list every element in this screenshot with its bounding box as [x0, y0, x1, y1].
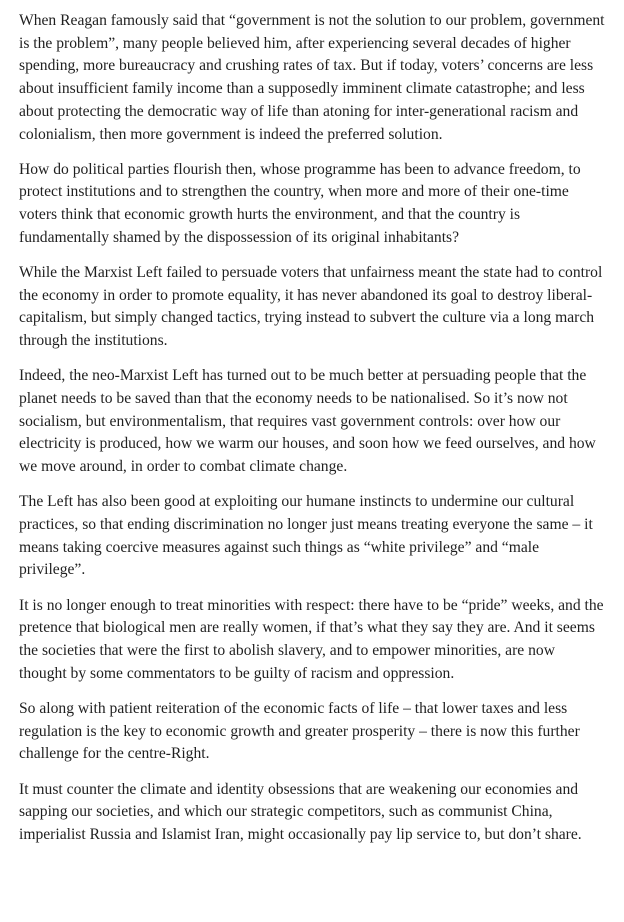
paragraph-humane-instincts: The Left has also been good at exploiting our humane instincts to undermine our cultural practices, so that ending discrimination no longer just means treating everyone the same – it means taking coercive measures against such things as “white privilege” and “male privilege”.: [19, 493, 593, 579]
paragraph-marxist-left: While the Marxist Left failed to persuade voters that unfairness meant the state had to control the economy in order to promote equality, it has never abandoned its goal to destroy liberal-capitalism, but simply changed tactics, trying instead to subvert the culture via a long march through the institutions.: [19, 264, 603, 350]
paragraph-reagan-quote: When Reagan famously said that “government is not the solution to our problem, government is the problem”, many people believed him, after experiencing several decades of higher spending, more bureaucracy and crushing rates of tax. But if today, voters’ concerns are less about insufficient family income than a supposedly imminent climate catastrophe; and less about protecting the democratic way of life than atoning for inter-generational racism and colonialism, then more government is indeed the preferred solution.: [19, 12, 605, 143]
paragraph-counter-obsessions: It must counter the climate and identity obsessions that are weakening our economies and sapping our societies, and which our strategic competitors, such as communist China, imperialist Russia and Islamist Iran, might occasionally pay lip service to, but don’t share.: [19, 780, 582, 843]
paragraph-minorities: It is no longer enough to treat minorities with respect: there have to be “pride” weeks, and the pretence that biological men are really women, if that’s what they say they are. And it seems the societies that were the first to abolish slavery, and to empower minorities, are now thought by some commentators to be guilty of racism and oppression.: [19, 596, 604, 682]
paragraph-economic-facts: So along with patient reiteration of the economic facts of life – that lower taxes and less regulation is the key to economic growth and greater prosperity – there is now this further challenge for the centre-Right.: [19, 699, 580, 763]
paragraph-neo-marxist-left: Indeed, the neo-Marxist Left has turned out to be much better at persuading people that the planet needs to be saved than that the economy needs to be nationalised. So it’s now not socialism, but environmentalism, that requires vast government controls: over how our electricity is produced, how we warm our houses, and soon how we feed ourselves, and how we move around, in order to combat climate change.: [19, 367, 596, 476]
paragraph-political-parties: How do political parties flourish then, whose programme has been to advance freedom, to protect institutions and to strengthen the country, when more and more of their one-time voters think that economic growth hurts the environment, and that the country is fundamentally shamed by the dispossession of its original inhabitants?: [19, 160, 581, 246]
